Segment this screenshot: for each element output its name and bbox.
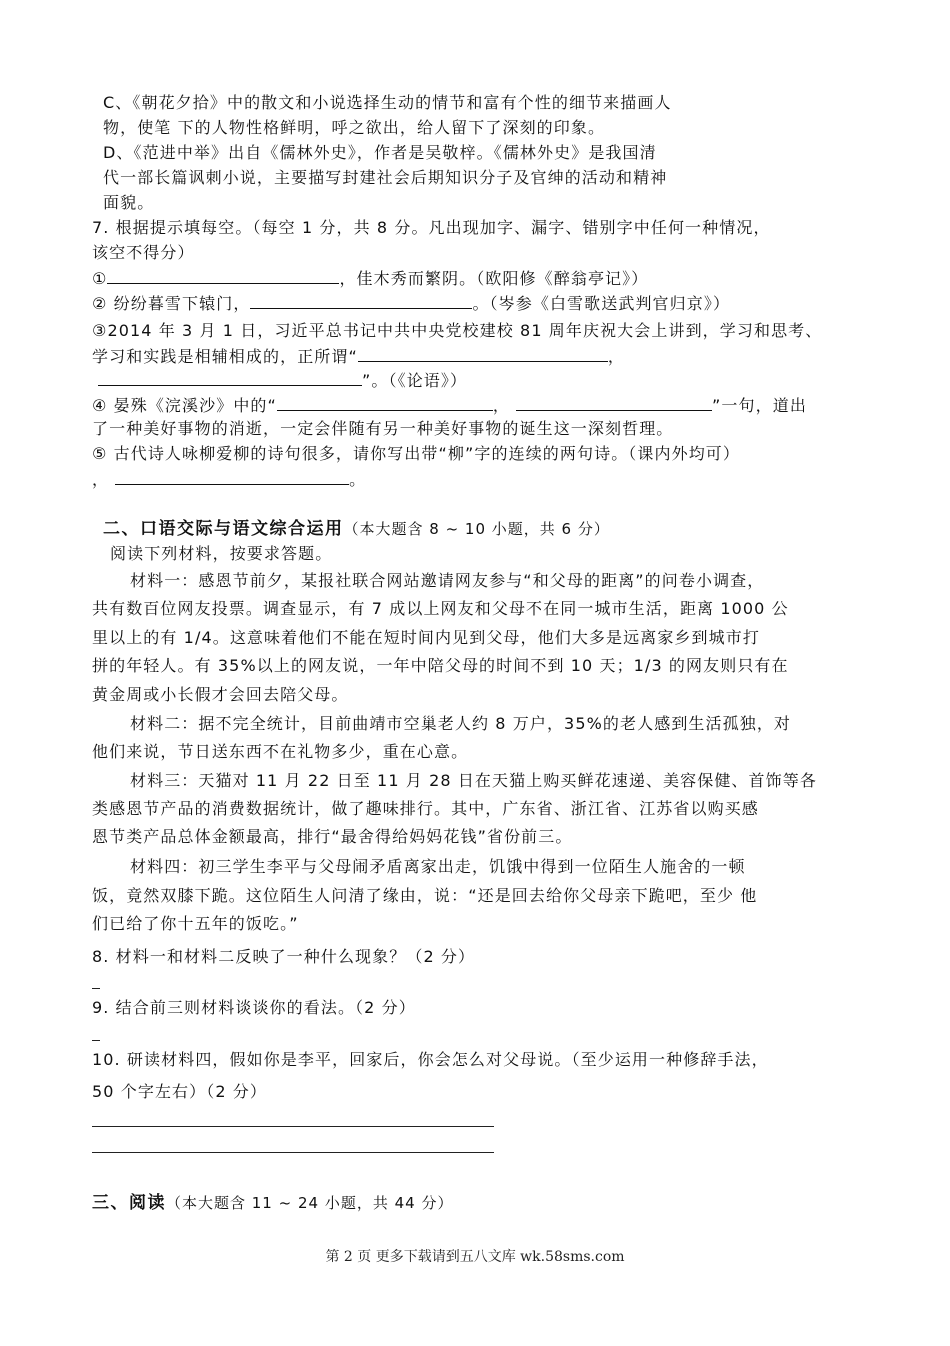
q7-item2: [92, 292, 730, 315]
q7-item1-mark: ①: [92, 269, 108, 288]
material1-line4: 拼的年轻人。有 35%以上的网友说，一年中陪父母的时间不到 10 天；1/3 的网友则只有在: [92, 656, 789, 675]
option-c-line2: 物，使笔 下的人物性格鲜明，呼之欲出，给人留下了深刻的印象。: [103, 118, 606, 137]
material4-line1: 材料四：初三学生李平与父母闹矛盾离家出走，饥饿中得到一位陌生人施舍的一顿: [130, 857, 746, 876]
q7-item3-blank1[interactable]: [358, 345, 608, 362]
section2-heading: 二、口语交际与语文综合运用: [103, 519, 344, 539]
material4-line2: 饭，竟然双膝下跪。这位陌生人问清了缘由，说：“还是回去给你父母亲下跪吧，至少 他: [92, 886, 758, 905]
option-d-line1: D、《范进中举》出自《儒林外史》，作者是吴敬梓。《儒林外史》是我国清: [103, 143, 657, 162]
q7-item3-line2: [92, 345, 625, 368]
section3-subtitle: （本大题含 11 ~ 24 小题，共 44 分）: [166, 1194, 454, 1212]
q7-item1-text: ，佳木秀而繁阴。（欧阳修《醉翁亭记》）: [339, 269, 649, 288]
q7-item3-line1: ③2014 年 3 月 1 日，习近平总书记中共中央党校建校 81 周年庆祝大会上讲到，学习和思考、: [92, 321, 823, 340]
question-10-line2: 50 个字左右）（2 分）: [92, 1082, 268, 1101]
material2-line1: 材料二：据不完全统计，目前曲靖市空巢老人约 8 万户，35%的老人感到生活孤独，对: [130, 714, 792, 733]
material3-line1: 材料三：天猫对 11 月 22 日至 11 月 28 日在天猫上购买鲜花速递、美容保健、首饰等各: [130, 771, 817, 790]
q7-item4-tail: ”一句，道出: [712, 396, 807, 415]
q9-answer-line[interactable]: [92, 1040, 100, 1041]
q10-answer-line1[interactable]: [92, 1126, 494, 1127]
q7-item4-line2: 了一种美好事物的消逝，一定会伴随有另一种美好事物的诞生这一深刻哲理。: [92, 419, 674, 438]
q7-item2-text: ② 纷纷暮雪下辕门，: [92, 294, 251, 313]
section3-title: [92, 1192, 453, 1214]
q7-item3-tail: ”。（《论语》）: [362, 371, 468, 390]
q7-item2-tail: 。（岑参《白雪歌送武判官归京》）: [472, 294, 731, 313]
q7-item4-blank2[interactable]: [516, 394, 712, 411]
q7-instruction-line2: 该空不得分）: [92, 243, 195, 262]
q7-instruction-line1: 7. 根据提示填每空。（每空 1 分，共 8 分。凡出现加字、漏字、错别字中任何一种情况，: [92, 218, 771, 237]
q7-item5-blank[interactable]: [115, 468, 349, 485]
material1-line2: 共有数百位网友投票。调查显示，有 7 成以上网友和父母不在同一城市生活，距离 1000 公: [92, 599, 789, 618]
question-9: 9. 结合前三则材料谈谈你的看法。（2 分）: [92, 998, 416, 1017]
material4-line3: 们已给了你十五年的饭吃。”: [92, 914, 299, 933]
q7-item4-comma: ，: [492, 396, 511, 415]
section3-heading: 三、阅读: [92, 1193, 166, 1213]
material3-line3: 恩节类产品总体金额最高，排行“最舍得给妈妈花钱”省份前三。: [92, 827, 573, 846]
q7-item5-line2: [92, 468, 366, 491]
question-8: 8. 材料一和材料二反映了一种什么现象？（2 分）: [92, 947, 476, 966]
material2-line2: 他们来说，节日送东西不在礼物多少，重在心意。: [92, 742, 469, 761]
q7-item4-line1: [92, 394, 807, 417]
page-footer: 第 2 页 更多下载请到五八文库 wk.58sms.com: [325, 1249, 625, 1265]
q7-item3-comma: ，: [607, 347, 625, 366]
question-10-line1: 10. 研读材料四，假如你是李平，回家后，你会怎么对父母说。（至少运用一种修辞手法，: [92, 1050, 769, 1069]
section2-instruction: 阅读下列材料，按要求答题。: [110, 544, 333, 563]
material3-line2: 类感恩节产品的消费数据统计，做了趣味排行。其中，广东省、浙江省、江苏省以购买感: [92, 799, 759, 818]
q7-item5-tail: 。: [349, 470, 367, 489]
option-d-line3: 面貌。: [103, 193, 155, 212]
q7-item5-comma: ，: [92, 470, 110, 489]
material1-line1: 材料一：感恩节前夕，某报社联合网站邀请网友参与“和父母的距离”的问卷小调查，: [130, 571, 765, 590]
q10-answer-line2[interactable]: [92, 1152, 494, 1153]
q7-item2-blank[interactable]: [250, 292, 472, 309]
material1-line5: 黄金周或小长假才会回去陪父母。: [92, 685, 349, 704]
q7-item4-text: ④ 晏殊《浣溪沙》中的“: [92, 396, 277, 415]
q7-item3-text: 学习和实践是相辅相成的，正所谓“: [92, 347, 358, 366]
q7-item5-line1: ⑤ 古代诗人咏柳爱柳的诗句很多，请你写出带“柳”字的连续的两句诗。（课内外均可）: [92, 444, 741, 463]
q7-item3-line3: [92, 369, 467, 392]
material1-line3: 里以上的有 1/4。这意味着他们不能在短时间内见到父母，他们大多是远离家乡到城市打: [92, 628, 760, 647]
section2-title: [103, 518, 610, 540]
q7-item4-blank1[interactable]: [277, 394, 493, 411]
q7-item1: [92, 267, 648, 290]
option-d-line2: 代一部长篇讽刺小说，主要描写封建社会后期知识分子及官绅的活动和精神: [103, 168, 668, 187]
q7-item3-blank2[interactable]: [98, 369, 362, 386]
q7-item1-blank[interactable]: [107, 267, 339, 284]
q8-answer-line[interactable]: [92, 988, 100, 989]
option-c-line1: C、《朝花夕拾》中的散文和小说选择生动的情节和富有个性的细节来描画人: [103, 93, 672, 112]
section2-subtitle: （本大题含 8 ~ 10 小题，共 6 分）: [343, 520, 610, 538]
